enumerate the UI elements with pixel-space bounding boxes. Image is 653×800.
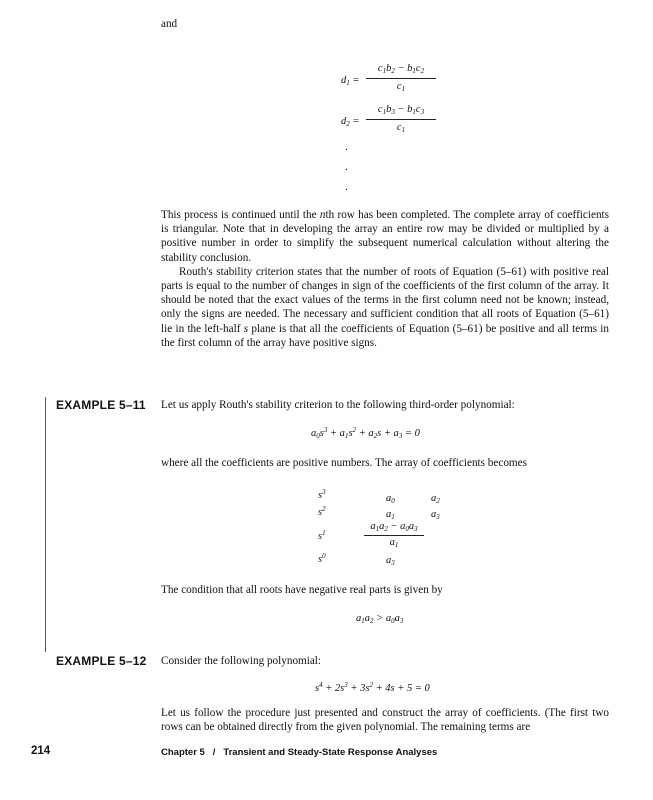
array-row-s2: $s^2$ (318, 505, 326, 518)
d1-equation (341, 74, 359, 87)
continuation-dot: . (345, 141, 348, 153)
footer-separator: / (212, 747, 216, 758)
array-a0: $a_0$ (386, 493, 395, 505)
array-a2: $a_2$ (431, 493, 440, 505)
array-s0-value: $a_3$ (386, 555, 395, 567)
array-row-s1: $s^1$ (318, 529, 326, 542)
stability-condition: $a_1a_2 > a_0a_3$ (356, 613, 404, 625)
d1-denominator: $c_1$ (396, 81, 406, 93)
footer-running-head (161, 747, 437, 758)
example-5-12-label: EXAMPLE 5–12 (56, 654, 147, 668)
page-number: 214 (31, 745, 51, 757)
example-5-12-text: Let us follow the procedure just presented and construct the array of coefficients. (The first two rows can be obtained directly from the given polynomial. The remaining terms are (161, 707, 609, 734)
fourth-order-polynomial: $s^4 + 2s^3 + 3s^2 + 4s + 5 = 0$ (315, 681, 430, 694)
footer-chapter: Chapter 5 (161, 747, 205, 758)
array-s1-denominator: $a_1$ (389, 537, 399, 549)
array-a1: $a_1$ (386, 509, 395, 521)
array-row-s0: $s^0$ (318, 552, 326, 565)
d2-equation (341, 115, 359, 128)
d1-lhs: $d_1$ = (341, 75, 360, 87)
paragraph-process: This process is continued until the nth row has been completed. The complete array of coefficients is triangular. Note that in developing the array an entire row may be divided or multiplied by a positive number in order to simplify the subsequent numerical calculation without altering the stability conclusion. (161, 209, 609, 264)
body-text (161, 208, 609, 350)
d1-numerator: $c_1b_2 - b_1c_2$ (377, 63, 425, 75)
array-intro: where all the coefficients are positive numbers. The array of coefficients becomes (161, 457, 527, 469)
example-5-12-intro: Consider the following polynomial: (161, 655, 322, 667)
array-row-s3: $s^3$ (318, 488, 326, 501)
and-word: and (161, 18, 178, 30)
example-5-11-label: EXAMPLE 5–11 (56, 398, 146, 412)
d2-denominator: $c_1$ (396, 122, 406, 134)
condition-text: The condition that all roots have negative real parts is given by (161, 584, 443, 596)
footer-chapter-title: Transient and Steady-State Response Analyses (223, 747, 438, 758)
array-s1-numerator: $a_1a_2 - a_0a_3$ (370, 521, 418, 533)
example-5-11-intro: Let us apply Routh's stability criterion to the following third-order polynomial: (161, 399, 515, 411)
continuation-dot: . (345, 181, 348, 193)
array-a3: $a_3$ (431, 509, 440, 521)
d2-fraction-bar (366, 119, 436, 120)
d2-lhs: $d_2$ = (341, 116, 360, 128)
paragraph-routh-criterion: Routh's stability criterion states that the number of roots of Equation (5–61) with positive real parts is equal to the number of changes in sign of the coefficients of the first column of the array. It should be noted that the exact values of the terms in the first column need not be known; instead, only the signs are needed. The necessary and sufficient condition that all roots of Equation (5–61) lie in the left-half s plane is that all the coefficients of Equation (5–61) be positive and all terms in the first column of the array have positive signs. (161, 265, 609, 349)
example-margin-rule (45, 397, 46, 652)
d1-fraction-bar (366, 78, 436, 79)
d2-numerator: $c_1b_3 - b_1c_3$ (377, 104, 425, 116)
continuation-dot: . (345, 161, 348, 173)
third-order-polynomial: $a_0s^3 + a_1s^2 + a_2s + a_3 = 0$ (311, 426, 420, 440)
array-s1-fraction-bar (364, 535, 424, 536)
